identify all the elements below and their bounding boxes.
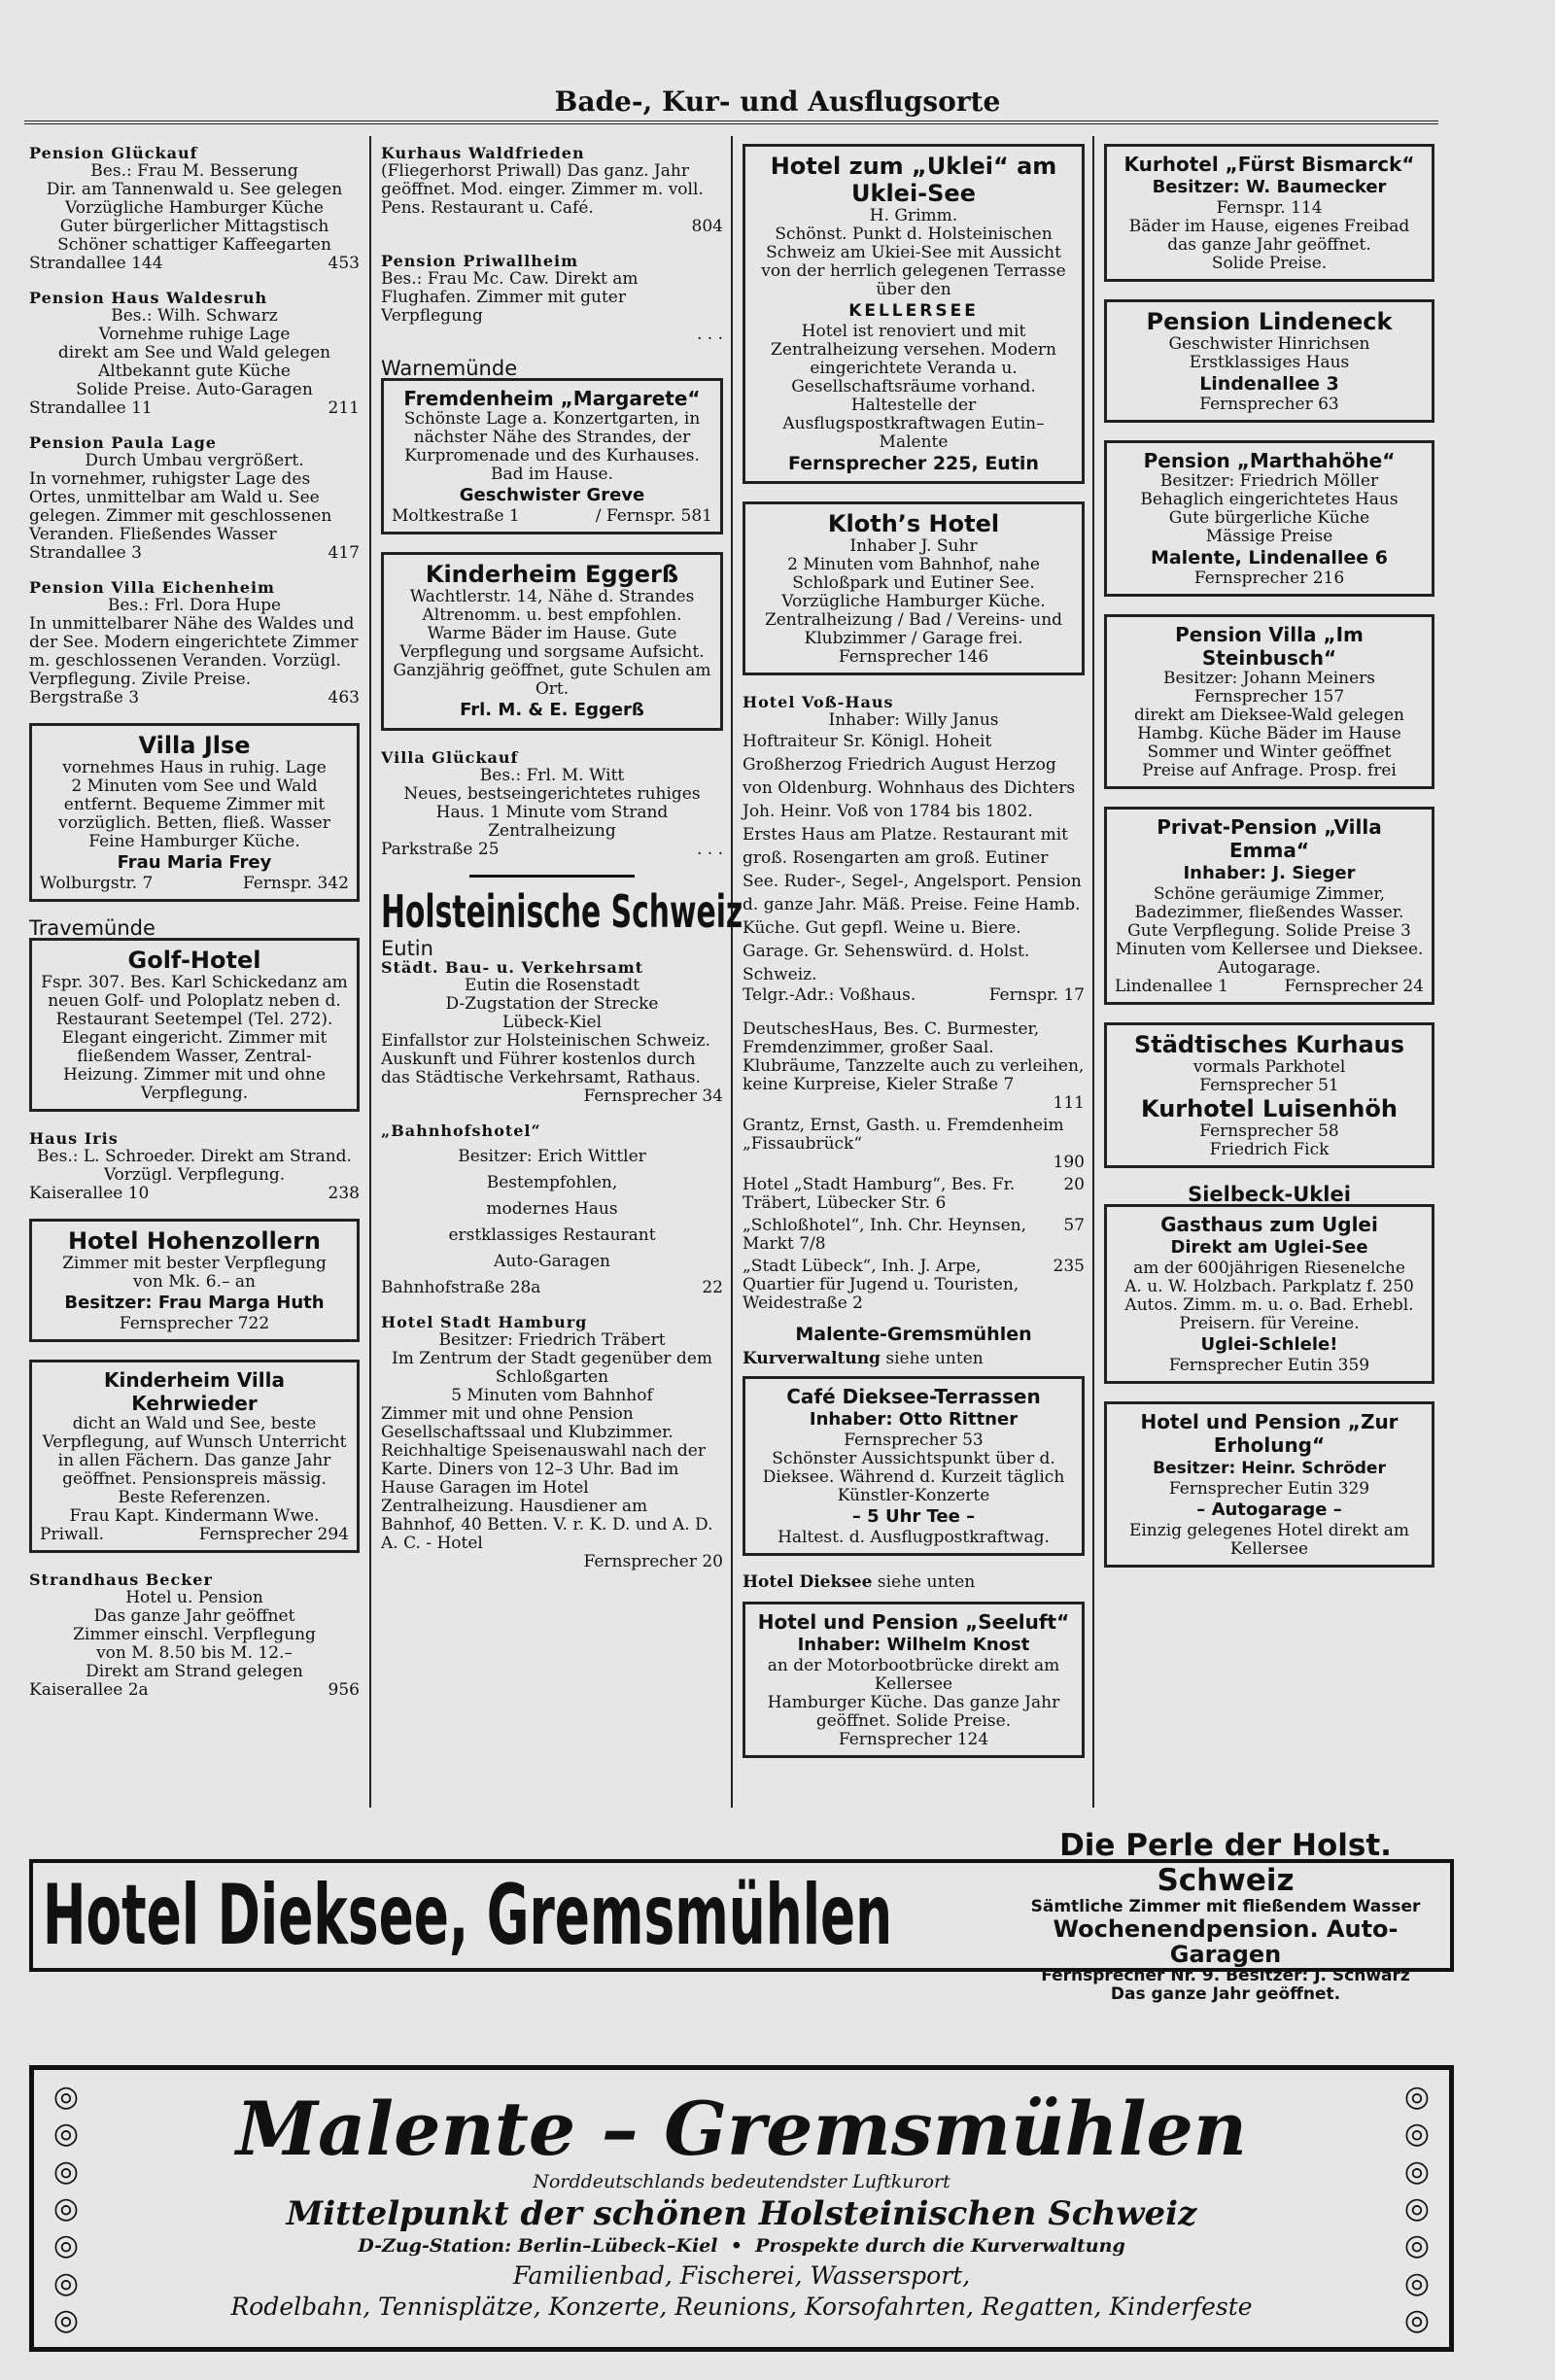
ad-text: Wachtlerstr. 14, Nähe d. Strandes Altrenomm. u. best empfohlen. Warme Bäder im Hause. Gute Verpflegung und sorgsame Aufsicht. Ganzjährig geöffnet, gute Schulen am Ort.: [393, 587, 711, 699]
ad-text: A. u. W. Holzbach. Parkplatz f. 250 Autos. Zimm. m. u. o. Bad. Erhebl. Preisern. für Vereine.: [1124, 1277, 1414, 1333]
listing-text: Besitzer: Friedrich Träbert: [438, 1330, 666, 1350]
listing-phone: 417: [328, 543, 360, 563]
ad-title: Hotel Hohenzollern: [67, 1227, 322, 1255]
ad-text: Haltest. d. Ausflugpostkraftwag.: [778, 1528, 1050, 1547]
listing-text: Zimmer einschl. Verpflegung: [73, 1625, 316, 1644]
ad-text: Mässige Preise: [1205, 527, 1333, 546]
ad-hotel-dieksee: [29, 1827, 1454, 2004]
listing-text: Eutin die Rosenstadt: [465, 976, 639, 995]
listing-text: Grantz, Ernst, Gasth. u. Fremdenheim „Fissaubrück“: [743, 1116, 1064, 1154]
listing-text: Guter bürgerlicher Mittagstisch: [59, 217, 329, 236]
ad-text: D-Zug-Station: Berlin–Lübeck–Kiel: [358, 2235, 718, 2257]
listing-phone: . . .: [696, 325, 723, 344]
header-rule: [24, 121, 1438, 124]
ad-hohenzollern: [29, 1219, 360, 1342]
ad-title: Kloth’s Hotel: [827, 510, 1000, 537]
listing-paula-lage: [29, 433, 360, 563]
listing-address: Strandallee 3: [29, 543, 142, 563]
ad-malente-gremsmuehlen: [29, 2065, 1454, 2352]
ad-text: 2 Minuten vom Bahnhof, nahe Schloßpark und Eutiner See. Vorzügliche Hamburger Küche. Zentralheizung / Bad / Vereins- und Klubzimmer / Garage frei.: [764, 555, 1063, 648]
ad-owner: Geschwister Greve: [459, 485, 645, 505]
listing-priwallheim: [381, 252, 723, 344]
listing-name: „Bahnhofshotel“: [381, 1121, 541, 1140]
ad-title: Kurhotel „Fürst Bismarck“: [1123, 153, 1415, 176]
listing-text: Vorzügliche Hamburger Küche: [65, 198, 324, 218]
ad-phone: Fernsprecher 157: [1193, 687, 1345, 707]
listing-address: Kaiserallee 10: [29, 1184, 150, 1203]
ad-text: Mittelpunkt der schönen Holsteinischen Schweiz: [286, 2194, 1197, 2233]
ad-owner: Besitzer: Johann Meiners: [1162, 669, 1376, 688]
separator: [469, 875, 635, 878]
ad-owner: Besitzer: Heinr. Schröder: [1153, 1459, 1386, 1478]
listing-phone: 956: [328, 1680, 360, 1700]
listing-address: Strandallee 11: [29, 398, 153, 418]
ad-body: Malente – Gremsmühlen Norddeutschlands bedeutendster Luftkurort Mittelpunkt der schönen Holsteinischen Schweiz D-Zug-Station: Berlin–Lübeck–Kiel • Prospekte durch die Kurverwaltung Familienbad, Fischerei, Wassersport, Rodelbahn, Tennisplätze, Konzerte, Reunions, Korsofahrten, Regatten, Kinderfeste: [112, 2070, 1371, 2347]
ad-text: Fspr. 307. Bes. Karl Schickedanz am neuen Golf- und Poloplatz neben d. Restaurant Seetempel (Tel. 272). Elegant eingericht. Zimmer mit fließendem Wasser, Zentral-Heizung. Zimmer mit und ohne Verpflegung.: [41, 973, 348, 1103]
listing-grantz: [743, 1117, 1085, 1172]
ad-text: 2 Minuten vom See und Wald entfernt. Bequeme Zimmer mit vorzüglich. Betten, fließ. Wasser: [58, 776, 330, 833]
ad-text: Hotel ist renoviert und mit Zentralheizung versehen. Modern eingerichtete Veranda u. Gesellschaftsräume vorhand. Haltestelle der Ausflugspostkraftwagen Eutin–Malente: [771, 322, 1056, 452]
listing-address: Parkstraße 25: [381, 840, 500, 859]
listing-name: Städt. Bau- u. Verkehrsamt: [381, 958, 644, 977]
ad-text: Zimmer mit bester Verpflegung: [62, 1254, 327, 1273]
ad-text: Preise auf Anfrage. Prosp. frei: [1142, 761, 1397, 780]
listing-text: Bes.: L. Schroeder. Direkt am Strand. Vorzügl. Verpflegung.: [37, 1147, 352, 1185]
column-3: [743, 144, 1085, 1776]
ad-lindeneck: [1104, 299, 1434, 423]
ad-marthahoehe: [1104, 440, 1434, 597]
ad-text: Familienbad, Fischerei, Wassersport,: [512, 2261, 971, 2290]
ad-slogan: Die Perle der Holst. Schweiz: [1059, 1827, 1392, 1898]
listing-text: Bes.: Wilh. Schwarz: [111, 306, 278, 326]
ad-phone: Fernsprecher 58: [1199, 1121, 1339, 1141]
ad-phone: Fernsprecher 216: [1193, 569, 1345, 588]
listing-text: Hoftraiteur Sr. Königl. Hoheit Großherzog Friedrich August Herzog von Oldenburg. Wohnhaus des Dichters Joh. Heinr. Voß von 1784 bis 1802. Erstes Haus am Platze. Restaurant mit groß. Rosengarten am groß. Eutiner See. Ruder-, Segel-, Angelsport. Pension d. ganze Jahr. Mäß. Preise. Feine Hamb. Küche. Gut gepfl. Weine u. Biere. Garage. Gr. Sehenswürd. d. Holst. Schweiz.: [743, 732, 1082, 984]
listing-phone: 238: [328, 1184, 360, 1203]
listing-address: Strandallee 144: [29, 254, 163, 273]
ad-text: Erstklassiges Haus: [1189, 353, 1350, 372]
ad-title: Golf-Hotel: [127, 947, 261, 974]
ad-text: KELLERSEE: [848, 301, 979, 321]
listing-bahnhofshotel: [381, 1121, 723, 1297]
ad-text: Frau Kapt. Kindermann Wwe.: [69, 1506, 320, 1526]
ad-title: Hotel zum „Uklei“ am Uklei-See: [770, 153, 1057, 207]
listing-name: Haus Iris: [29, 1129, 119, 1148]
ad-title: Städtisches Kurhaus: [1133, 1031, 1405, 1058]
section-sielbeck-uklei: Sielbeck-Uklei: [1188, 1183, 1351, 1206]
listing-name: Pension Haus Waldesruh: [29, 289, 268, 307]
ad-text: Schöne geräumige Zimmer, Badezimmer, fließendes Wasser. Gute Verpflegung. Solide Preise 3 Minuten vom Kellersee und Dieksee. Autogarage.: [1115, 884, 1424, 978]
listing-text: erstklassiges Restaurant: [448, 1225, 656, 1245]
ad-phone: Fernspr. 114: [1216, 198, 1323, 218]
ad-owner: Friedrich Fick: [1209, 1140, 1330, 1159]
ad-phone: Fernsprecher 294: [198, 1525, 349, 1544]
ad-text: Fernsprecher Nr. 9. Besitzer: J. Schwarz: [1041, 1965, 1410, 1985]
listing-verkehrsamt: [381, 958, 723, 1106]
column-divider: [369, 136, 371, 1808]
listing-text: Besitzer: Erich Wittler: [458, 1147, 646, 1166]
ad-text: vornehmes Haus in ruhig. Lage: [62, 758, 327, 777]
ad-text: Solide Preise.: [1211, 254, 1328, 273]
ad-address: Priwall.: [40, 1525, 104, 1544]
kurverwaltung-label: Kurverwaltung: [743, 1349, 881, 1368]
ad-title: Kinderheim Eggerß: [425, 561, 679, 588]
listing-text: In unmittelbarer Nähe des Waldes und der See. Modern eingerichtete Zimmer m. geschlossenen Veranden. Vorzügl. Verpflegung. Zivile Preise.: [29, 614, 359, 689]
ad-phone: Fernsprecher 124: [838, 1730, 989, 1749]
listing-name: Pension Villa Eichenheim: [29, 578, 275, 597]
ornament-right: ◎ ◎ ◎ ◎ ◎ ◎ ◎: [1403, 2080, 1431, 2337]
ad-title: Hotel und Pension „Zur Erholung“: [1140, 1410, 1399, 1457]
listing-text: Bes.: Frau Mc. Caw. Direkt am Flughafen. Zimmer mit guter Verpflegung: [381, 269, 639, 326]
ad-text: – 5 Uhr Tee –: [851, 1506, 976, 1527]
ad-phone: Fernsprecher 722: [119, 1314, 270, 1333]
column-1: [29, 144, 360, 1715]
ad-owner: Inhaber: Wilhelm Knost: [797, 1635, 1030, 1655]
ad-address: Moltkestraße 1: [392, 506, 520, 526]
listing-villa-glueckauf: [381, 748, 723, 859]
listing-text: Durch Umbau vergrößert.: [85, 451, 304, 470]
ad-seeluft: [743, 1602, 1085, 1758]
ad-text: Schönst. Punkt d. Holsteinischen Schweiz am Ukiei-See mit Aussicht von der herrlich gelegenen Terrasse über den: [761, 224, 1066, 299]
listing-haus-iris: [29, 1129, 360, 1203]
column-divider: [1092, 136, 1094, 1808]
listing-name: Pension Priwallheim: [381, 252, 579, 270]
ad-title: Pension Lindeneck: [1146, 308, 1393, 335]
ornament-left: ◎ ◎ ◎ ◎ ◎ ◎ ◎: [52, 2080, 80, 2337]
listing-text: modernes Haus: [486, 1199, 618, 1219]
listing-phone: 20: [1063, 1175, 1085, 1194]
ad-phone: Fernsprecher 146: [838, 647, 989, 667]
listing-phone: 22: [702, 1278, 723, 1297]
ad-text: Behaglich eingerichtetes Haus: [1140, 490, 1399, 509]
listing-name: Pension Paula Lage: [29, 433, 217, 452]
ad-fuerst-bismarck: [1104, 144, 1434, 282]
ad-text: Feine Hamburger Küche.: [88, 832, 300, 851]
ad-title: Malente – Gremsmühlen: [235, 2086, 1248, 2172]
ad-title: Café Dieksee-Terrassen: [786, 1385, 1041, 1408]
ad-golf-hotel: [29, 938, 360, 1112]
ad-kloths-hotel: [743, 501, 1085, 675]
ad-zur-erholung: [1104, 1401, 1434, 1568]
ad-title: Hotel Dieksee, Gremsmühlen: [42, 1867, 893, 1964]
listing-name: Kurhaus Waldfrieden: [381, 144, 585, 162]
listing-text: direkt am See und Wald gelegen: [57, 343, 331, 362]
listing-text: Neues, bestseingerichtetes ruhiges Haus. 1 Minute vom Strand Zentralheizung: [403, 784, 701, 841]
ad-text: an der Motorbootbrücke direkt am Kellersee: [767, 1656, 1060, 1694]
listing-text: „Schloßhotel“, Inh. Chr. Heynsen, Markt 7/8: [743, 1216, 1026, 1254]
listing-strandhaus-becker: [29, 1570, 360, 1700]
ad-owner: Frau Maria Frey: [117, 852, 272, 873]
ad-eggerss: [381, 552, 723, 731]
listing-text: (Fliegerhorst Priwall) Das ganz. Jahr geöffnet. Mod. einger. Zimmer m. voll. Pens. Restaurant u. Café.: [381, 161, 704, 218]
ad-address: Wolburgstr. 7: [40, 874, 154, 893]
column-4: [1104, 144, 1434, 1585]
ad-kehrwieder: [29, 1360, 360, 1553]
listing-phone: 804: [691, 217, 723, 236]
listing-text: Das ganze Jahr geöffnet: [93, 1606, 295, 1626]
ad-phone: Fernsprecher 24: [1284, 977, 1424, 996]
listing-voss-haus: [743, 693, 1085, 1005]
ad-text: Prospekte durch die Kurverwaltung: [755, 2235, 1125, 2257]
ad-address: Lindenallee 1: [1115, 977, 1228, 996]
ad-text: Schönster Aussichtspunkt über d. Dieksee. Während d. Kurzeit täglich Künstler-Konzerte: [762, 1449, 1065, 1505]
listing-stadt-hamburg: [381, 1313, 723, 1571]
ad-address: Malente, Lindenallee 6: [1150, 547, 1389, 569]
ad-title: Kurhotel Luisenhöh: [1141, 1095, 1398, 1122]
ad-title: Gasthaus zum Uglei: [1160, 1213, 1378, 1236]
ad-text: Das ganze Jahr geöffnet.: [1110, 1983, 1341, 2004]
listing-phone: 453: [328, 254, 360, 273]
ad-phone: / Fernspr. 581: [595, 506, 712, 526]
listing-text: Dir. am Tannenwald u. See gelegen: [46, 180, 343, 199]
listing-text: Direkt am Strand gelegen: [86, 1662, 303, 1681]
ad-text: – Autogarage –: [1196, 1500, 1342, 1520]
ad-title: Villa Jlse: [138, 732, 251, 759]
ad-title: Hotel und Pension „Seeluft“: [757, 1610, 1070, 1634]
listing-waldesruh: [29, 289, 360, 418]
listing-name: Villa Glückauf: [381, 748, 519, 767]
listing-text: Einfallstor zur Holsteinischen Schweiz. Auskunft und Führer kostenlos durch das Städtische Verkehrsamt, Rathaus.: [381, 1031, 710, 1087]
listing-phone: 57: [1063, 1216, 1085, 1235]
ad-cafe-dieksee: [743, 1376, 1085, 1556]
section-holsteinische-schweiz: Holsteinische Schweiz: [381, 885, 743, 938]
listing-schlosshotel: [743, 1217, 1085, 1254]
listing-stadt-luebeck: [743, 1258, 1085, 1313]
ad-text: Direkt am Uglei-See: [1170, 1237, 1368, 1258]
section-eutin: Eutin: [381, 937, 433, 960]
listing-text: Inhaber: Willy Janus: [828, 710, 999, 730]
ad-phone: Fernsprecher Eutin 359: [1168, 1356, 1370, 1375]
listing-address: Kaiserallee 2a: [29, 1680, 149, 1700]
listing-text: Auto-Garagen: [494, 1252, 610, 1271]
ad-gasthaus-uglei: [1104, 1204, 1434, 1384]
ad-title: Kinderheim Villa Kehrwieder: [104, 1368, 285, 1415]
listing-name: Pension Glückauf: [29, 144, 198, 162]
page-header: Bade-, Kur- und Ausflugsorte: [554, 86, 1001, 118]
listing-phone: Fernspr. 17: [988, 985, 1085, 1005]
listing-glueckauf: [29, 144, 360, 273]
listing-name: Hotel Stadt Hamburg: [381, 1313, 588, 1331]
listing-text: „Stadt Lübeck“, Inh. J. Arpe, Quartier für Jugend u. Touristen, Weidestraße 2: [743, 1257, 1019, 1313]
see-below-text: siehe unten: [885, 1349, 984, 1368]
listing-text: 5 Minuten vom Bahnhof: [451, 1386, 653, 1405]
column-2: [381, 144, 743, 1587]
ad-text: am der 600jährigen Riesenelche: [1133, 1259, 1405, 1278]
ad-margarete: [381, 378, 723, 535]
listing-text: In vornehmer, ruhigster Lage des Ortes, unmittelbar am Wald u. See gelegen. Zimmer mit geschlossenen Veranden. Fließendes Wasser: [29, 469, 332, 544]
listing-text: Hotel „Stadt Hamburg“, Bes. Fr. Träbert, Lübecker Str. 6: [743, 1175, 1016, 1213]
listing-text: Bes.: Frl. Dora Hupe: [107, 596, 282, 615]
ad-text: Schönste Lage a. Konzertgarten, in nächster Nähe des Strandes, der Kurpromenade und des Kurhauses. Bad im Hause.: [403, 409, 701, 484]
listing-text: Bes.: Frau M. Besserung: [90, 161, 298, 181]
listing-text: DeutschesHaus, Bes. C. Burmester, Fremdenzimmer, großer Saal. Klubräume, Tanzzelte auch zu verleihen, keine Kurpreise, Kieler Straße 7: [743, 1019, 1085, 1094]
ad-text: Bäder im Hause, eigenes Freibad das ganze Jahr geöffnet.: [1128, 217, 1410, 255]
ad-title: Pension „Marthahöhe“: [1143, 449, 1396, 472]
ad-owner: Inhaber: Otto Rittner: [809, 1409, 1019, 1430]
ad-phone: Fernsprecher 53: [844, 1431, 984, 1450]
section-travemuende: Travemünde: [29, 916, 156, 940]
ad-text: Uglei-Schlele!: [1200, 1334, 1338, 1355]
listing-phone: 235: [1053, 1257, 1085, 1276]
ad-title: Fremdenheim „Margarete“: [403, 387, 701, 410]
listing-text: Schöner schattiger Kaffeegarten: [57, 235, 331, 255]
listing-waldfrieden: [381, 144, 723, 236]
listing-text: D-Zugstation der Strecke: [445, 994, 659, 1014]
listing-text: Solide Preise. Auto-Garagen: [76, 380, 313, 399]
ad-villa-jlse: [29, 723, 360, 902]
listing-phone: 463: [328, 688, 360, 707]
ad-phone: Fernsprecher 51: [1199, 1076, 1339, 1095]
listing-phone: 190: [1053, 1153, 1085, 1172]
listing-text: Lübeck-Kiel: [501, 1013, 603, 1032]
ad-text: Hamburger Küche. Das ganze Jahr geöffnet. Solide Preise.: [767, 1693, 1060, 1731]
ad-owner: Frl. M. & E. Eggerß: [460, 700, 644, 720]
section-warnemuende: Warnemünde: [381, 357, 518, 380]
ad-hotel-uklei: [743, 144, 1085, 484]
listing-deutsches-haus: [743, 1020, 1085, 1113]
ad-title: Pension Villa „Im Steinbusch“: [1175, 623, 1364, 670]
listing-text: Telgr.-Adr.: Voßhaus.: [743, 985, 916, 1005]
listing-stadt-hamburg-2: [743, 1176, 1085, 1213]
listing-text: Bestempfohlen,: [486, 1173, 618, 1192]
listing-phone: 111: [1053, 1093, 1085, 1113]
ad-text: vormals Parkhotel: [1192, 1057, 1346, 1077]
listing-address: Bahnhofstraße 28a: [381, 1278, 541, 1297]
ad-text: Sämtliche Zimmer mit fließendem Wasser: [1030, 1896, 1421, 1916]
ad-details: [1001, 1828, 1450, 2004]
ad-im-steinbusch: [1104, 614, 1434, 789]
ad-staedtisches-kurhaus: [1104, 1022, 1434, 1168]
ad-owner: Inhaber: J. Sieger: [1183, 863, 1356, 883]
listing-phone: 211: [328, 398, 360, 418]
ad-text: direkt am Dieksee-Wald gelegen Hambg. Küche Bäder im Hause Sommer und Winter geöffnet: [1134, 706, 1404, 762]
ad-text: dicht an Wald und See, beste Verpflegung, auf Wunsch Unterricht in allen Fächern. Das ganze Jahr geöffnet. Pensionspreis mässig. Beste Referenzen.: [42, 1414, 347, 1507]
listing-text: Im Zentrum der Stadt gegenüber dem Schloßgarten: [391, 1349, 712, 1387]
listing-phone: . . .: [696, 840, 723, 859]
see-below-text: siehe unten: [877, 1572, 976, 1592]
listing-text: von M. 8.50 bis M. 12.–: [96, 1643, 293, 1663]
ad-text: Wochenendpension. Auto-Garagen: [1053, 1914, 1399, 1968]
ad-text: Geschwister Hinrichsen: [1168, 334, 1370, 354]
listing-phone: Fernsprecher 20: [583, 1552, 723, 1571]
listing-text: Zimmer mit und ohne Pension Gesellschaftssaal und Klubzimmer. Reichhaltige Speisenauswahl nach der Karte. Diners von 12–3 Uhr. Bad im Hause Garagen im Hotel Zentralheizung. Hausdiener am Bahnhof, 40 Betten. V. r. K. D. und A. D. A. C. - Hotel: [381, 1404, 713, 1553]
listing-name: Strandhaus Becker: [29, 1570, 213, 1589]
ad-text: Einzig gelegenes Hotel direkt am Kellersee: [1128, 1521, 1410, 1559]
listing-text: Hotel u. Pension: [125, 1588, 263, 1607]
listing-name: Hotel Dieksee: [743, 1572, 873, 1592]
listing-address: Bergstraße 3: [29, 688, 140, 707]
section-malente: Malente-Gremsmühlen: [795, 1324, 1032, 1345]
ad-phone: Fernsprecher 225, Eutin: [788, 453, 1039, 474]
column-divider: [731, 136, 733, 1808]
ad-text: H. Grimm.: [869, 206, 958, 225]
ad-owner: Besitzer: W. Baumecker: [1152, 177, 1387, 197]
listing-eichenheim: [29, 578, 360, 707]
listing-text: Altbekannt gute Küche: [98, 362, 291, 381]
ad-owner: Besitzer: Friedrich Möller: [1159, 471, 1379, 491]
listing-phone: Fernsprecher 34: [583, 1087, 723, 1106]
ad-villa-emma: [1104, 807, 1434, 1005]
ad-phone: Fernsprecher 63: [1199, 395, 1339, 414]
ad-text: Inhaber J. Suhr: [849, 536, 978, 556]
listing-text: Bes.: Frl. M. Witt: [479, 766, 625, 785]
ad-phone: Fernsprecher Eutin 329: [1168, 1479, 1370, 1499]
ad-text: von Mk. 6.– an: [133, 1272, 256, 1292]
ad-text: Norddeutschlands bedeutendster Luftkurort: [533, 2171, 950, 2192]
ad-phone: Fernspr. 342: [242, 874, 349, 893]
ad-owner: Besitzer: Frau Marga Huth: [64, 1293, 325, 1313]
ad-text: Rodelbahn, Tennisplätze, Konzerte, Reunions, Korsofahrten, Regatten, Kinderfeste: [230, 2293, 1253, 2321]
listing-name: Hotel Voß-Haus: [743, 693, 894, 711]
listing-text: Vornehme ruhige Lage: [98, 325, 291, 344]
ad-text: Gute bürgerliche Küche: [1168, 508, 1370, 528]
ad-address: Lindenallee 3: [1199, 373, 1339, 395]
ad-title: Privat-Pension „Villa Emma“: [1157, 815, 1382, 862]
